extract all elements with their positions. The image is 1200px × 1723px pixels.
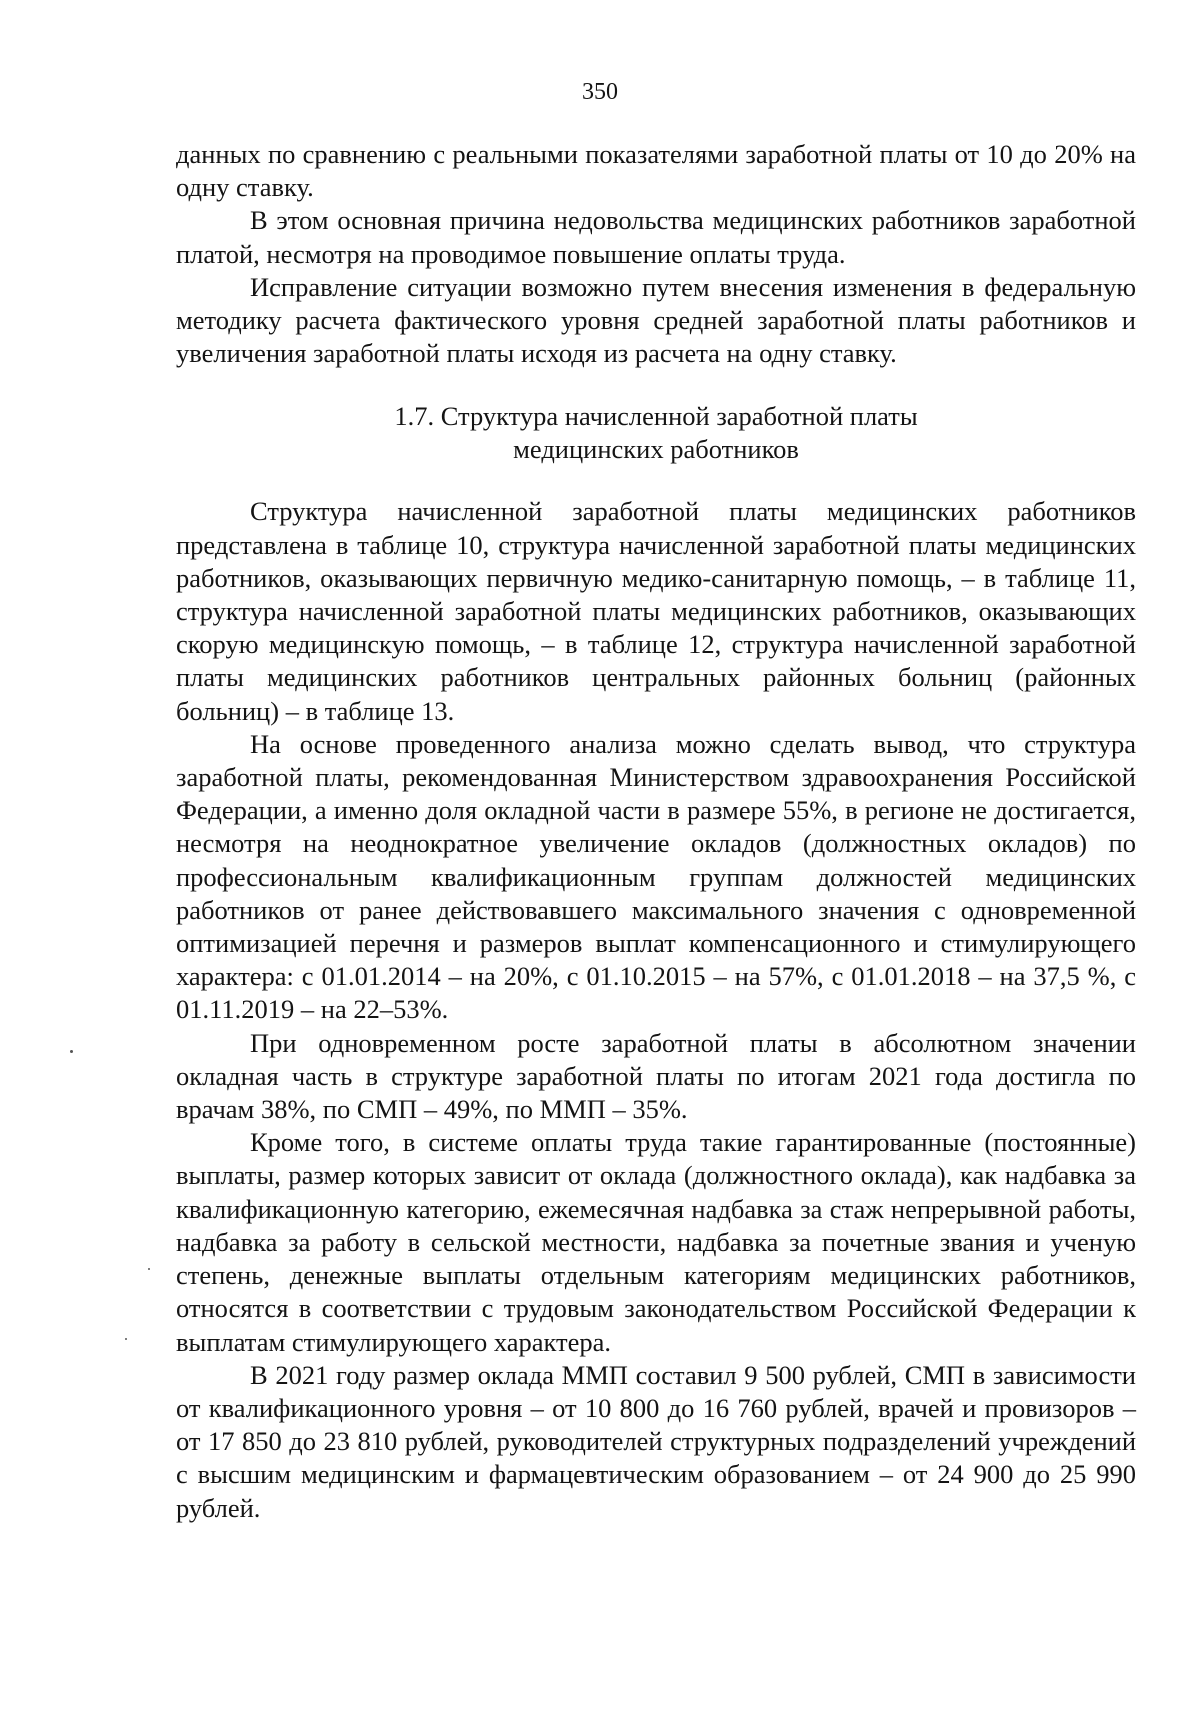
paragraph-correction: Исправление ситуации возможно путем внесения изменения в федеральную методику расчета фактического уровня средней заработной платы работников и увеличения заработной платы исходя из расчета на одну ставку. bbox=[176, 271, 1136, 369]
paragraph-main-reason: В этом основная причина недовольства медицинских работников заработной платой, несмотря на проводимое повышение оплаты труда. bbox=[176, 205, 1136, 269]
paragraph-salary-2021: В 2021 году размер оклада ММП составил 9 500 рублей, СМП в зависимости от квалификационного уровня – от 10 800 до 16 760 рублей, врачей и провизоров – от 17 850 до 23 810 рублей, руководителей структурных подразделений учреждений с высшим медицинским и фармацевтическим образованием – от 24 900 до 25 990 рублей. bbox=[176, 1359, 1136, 1523]
page-number: 350 bbox=[582, 79, 618, 105]
section-heading-line-1: 1.7. Структура начисленной заработной платы bbox=[394, 401, 918, 432]
scan-speck bbox=[148, 1268, 150, 1270]
scan-speck bbox=[125, 1338, 127, 1340]
scan-speck bbox=[70, 1050, 73, 1053]
paragraph-structure-tables: Структура начисленной заработной платы медицинских работников представлена в таблице 10, структура начисленной заработной платы медицинских работников, оказывающих первичную медико-санитарную помощь, – в таблице 11, структура начисленной заработной платы медицинских работников, оказывающих скорую медицинскую помощь, – в таблице 12, структура начисленной заработной платы медицинских работников центральных районных больниц (районных больниц) – в таблице 13. bbox=[176, 496, 1136, 726]
paragraph-guaranteed-payments: Кроме того, в системе оплаты труда такие гарантированные (постоянные) выплаты, размер которых зависит от оклада (должностного оклада), как надбавка за квалификационную категорию, ежемесячная надбавка за стаж непрерывной работы, надбавка за работу в сельской местности, надбавка за почетные звания и ученую степень, денежные выплаты отдельным категориям медицинских работников, относятся в соответствии с трудовым законодательством Российской Федерации к выплатам стимулирующего характера. bbox=[176, 1127, 1136, 1357]
paragraph-salary-growth: При одновременном росте заработной платы в абсолютном значении окладная часть в структуре заработной платы по итогам 2021 года достигла по врачам 38%, по СМП – 49%, по ММП – 35%. bbox=[176, 1027, 1136, 1125]
section-heading-line-2: медицинских работников bbox=[513, 434, 799, 465]
paragraph-continuation: данных по сравнению с реальными показателями заработной платы от 10 до 20% на одну ставку. bbox=[176, 139, 1136, 203]
section-heading bbox=[176, 400, 1136, 466]
body-text bbox=[176, 138, 1136, 1525]
paragraph-analysis: На основе проведенного анализа можно сделать вывод, что структура заработной платы, рекомендованная Министерством здравоохранения Российской Федерации, а именно доля окладной части в размере 55%, в регионе не достигается, несмотря на неоднократное увеличение окладов (должностных окладов) по профессиональным квалификационным группам должностей медицинских работников от ранее действовавшего максимального значения с одновременной оптимизацией перечня и размеров выплат компенсационного и стимулирующего характера: с 01.01.2014 – на 20%, с 01.10.2015 – на 57%, с 01.01.2018 – на 37,5 %, с 01.11.2019 – на 22–53%. bbox=[176, 728, 1136, 1025]
